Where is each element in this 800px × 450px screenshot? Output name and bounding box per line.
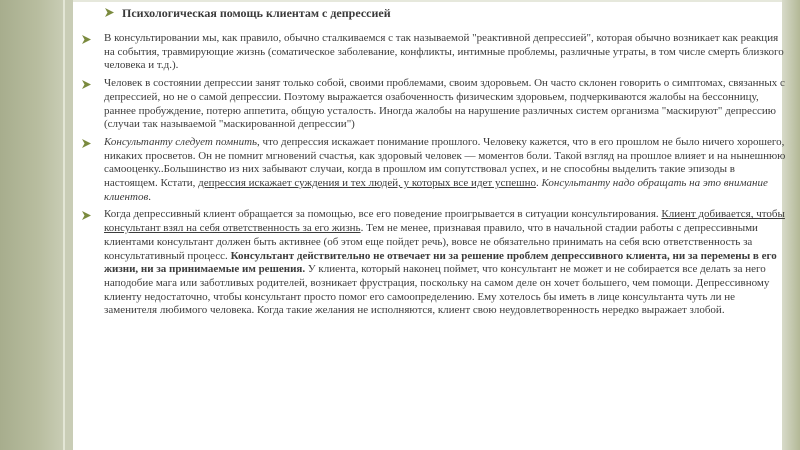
left-decor-stripe <box>63 0 65 450</box>
top-decor-line <box>73 0 782 2</box>
paragraph-2 <box>76 77 786 132</box>
p4-underlined: Клиент добивается, чтобы консультант взял на себя ответственность за его жизнь <box>104 208 785 235</box>
paragraph-2-text: Человек в состоянии депрессии занят только собой, своими проблемами, своим здоровьем. Он часто склонен говорить о симптомах, связанных с депрессией, но не о самой депрессии. Поэтому выражается озабоченность физическим здоровьем, подчеркиваются жалобы на бессонницу, раннее пробуждение, потерю аппетита, общую усталость. Иногда жалобы на нарушение различных систем организма "маскируют" депрессию (случаи так называемой "маскированной депрессии") <box>104 77 785 131</box>
paragraph-4 <box>76 208 786 318</box>
star-bullet-icon <box>81 79 92 90</box>
paragraph-3 <box>76 136 786 205</box>
p4-text-3: У клиента, который наконец поймет, что консультант не может и не собирается все делать за него наподобие мага или заботливых родителей, возникает фрустрация, поскольку на самом деле он хочет большего, чем помощи. Депрессивному клиенту недостаточно, чтобы консультант просто помог его самоопределению. Ему хотелось бы иметь в лице консультанта чуть ли не заменителя любимого человека. Когда такие желания не исполняются, клиент свою неудовлетворенность нередко выражает злобой. <box>104 263 770 317</box>
p3-italic-lead: Консультанту следует помнить <box>104 135 258 148</box>
paragraph-1-text: В консультировании мы, как правило, обычно сталкиваемся с так называемой "реактивной депрессией", которая обычно возникает как реакция на события, травмирующие жизнь (соматическое заболевание, конфликты, интимные проблемы, различные утраты, в том числе смерть близкого человека и т.д.). <box>104 32 784 72</box>
star-bullet-icon <box>104 7 115 18</box>
slide-title <box>76 6 786 24</box>
title-text: Психологическая помощь клиентам с депрессией <box>122 6 391 20</box>
p3-italic-tail: Консультанту надо обращать на это внимание клиентов <box>104 177 768 203</box>
paragraph-1 <box>76 32 786 73</box>
star-bullet-icon <box>81 210 92 221</box>
p4-bold: Консультант действительно не отвечает ни за решение проблем депрессивного клиента, ни за перемены в его жизни, ни за принимаемые им решения. <box>104 249 777 276</box>
slide-content <box>76 6 786 446</box>
p3-end: . <box>148 190 151 203</box>
p3-text: , что депрессия искажает понимание прошлого. Человеку кажется, что в его прошлом не было ничего хорошего, никаких просветов. Он не помнит мгновений счастья, как здоровый человек — моментов боли. Такой взгляд на прошлое влияет и на нынешнюю самооценку..Большинство из них забывают случаи, когда в прошлом им сопутствовал успех, и не способны выделить такие эпизоды в настоящем. Кстати, <box>104 135 786 190</box>
star-bullet-icon <box>81 138 92 149</box>
p3-underlined: депрессия искажает суждения и тех людей, у которых все идет успешно <box>198 177 536 190</box>
p3-sep: . <box>536 177 542 190</box>
p4-text-2: . Тем не менее, признавая правило, что в начальной стадии работы с депрессивными клиентами консультант должен быть активнее (об этом еще пойдет речь), вовсе не обязательно принимать на себя всю ответственность за консультативный процесс. <box>104 222 758 262</box>
star-bullet-icon <box>81 34 92 45</box>
left-decor-gradient <box>0 0 63 450</box>
p4-text-1: Когда депрессивный клиент обращается за помощью, все его поведение проигрывается в ситуации консультирования. <box>104 208 662 221</box>
